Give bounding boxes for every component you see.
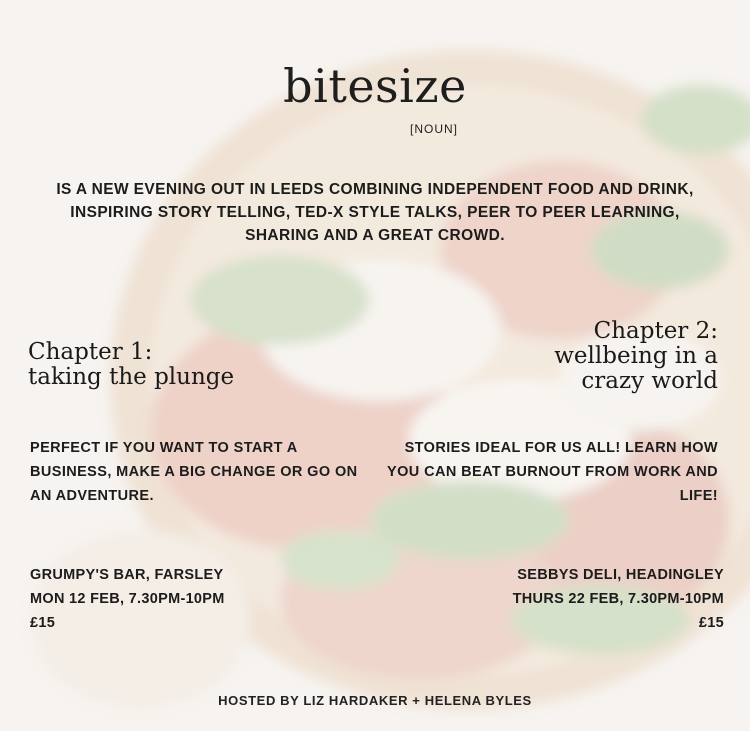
chapter-1-heading-line2: taking the plunge	[28, 364, 235, 390]
chapter-2-event-details	[513, 563, 724, 635]
chapter-1-datetime: MON 12 FEB, 7.30PM-10PM	[30, 591, 225, 607]
chapter-2-heading-line2: wellbeing in a	[554, 343, 718, 369]
chapter-1-heading	[28, 340, 234, 390]
chapter-1-event-details	[30, 563, 225, 635]
definition-text: IS A NEW EVENING OUT IN LEEDS COMBINING INDEPENDENT FOOD AND DRINK, INSPIRING STORY TELLING, TED-X STYLE TALKS, PEER TO PEER LEARNING, SHARING AND A GREAT CROWD.	[56, 181, 694, 244]
chapter-2-heading-line1: Chapter 2:	[593, 318, 718, 344]
chapter-1-heading-line1: Chapter 1:	[28, 339, 153, 365]
part-of-speech: [NOUN]	[410, 122, 458, 136]
brand-title: bitesize	[283, 59, 467, 113]
chapter-1-venue: GRUMPY'S BAR, FARSLEY	[30, 567, 224, 583]
chapter-2-price: £15	[698, 615, 724, 631]
hosted-by-footer: HOSTED BY LIZ HARDAKER + HELENA BYLES	[218, 693, 532, 708]
chapter-1-price: £15	[30, 615, 56, 631]
chapter-2-heading	[554, 319, 718, 394]
chapter-2-heading-line3: crazy world	[581, 368, 718, 394]
chapter-2-venue: SEBBYS DELI, HEADINGLEY	[517, 567, 724, 583]
chapter-2-blurb: STORIES IDEAL FOR US ALL! LEARN HOW YOU CAN BEAT BURNOUT FROM WORK AND LIFE!	[387, 440, 718, 504]
chapter-1-blurb: PERFECT IF YOU WANT TO START A BUSINESS, MAKE A BIG CHANGE OR GO ON AN ADVENTURE.	[30, 440, 358, 504]
chapter-2-datetime: THURS 22 FEB, 7.30PM-10PM	[512, 591, 724, 607]
